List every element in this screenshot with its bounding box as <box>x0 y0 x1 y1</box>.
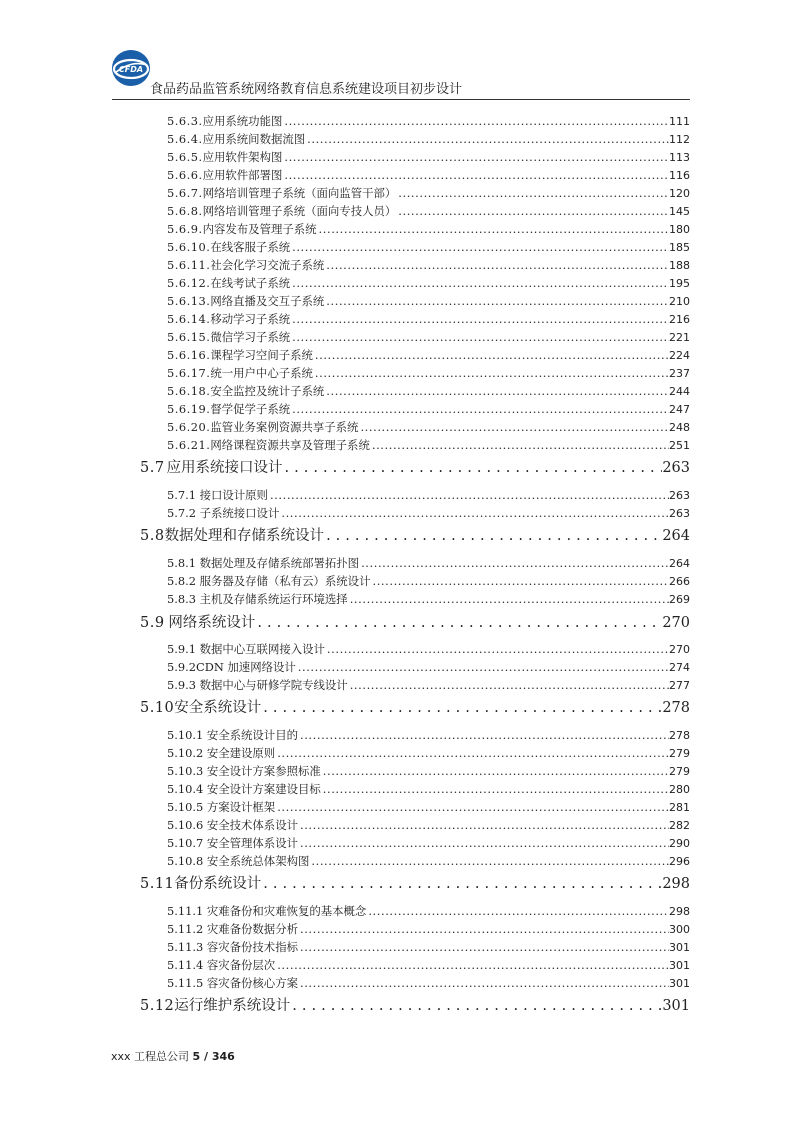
page-footer <box>111 1048 235 1064</box>
toc-entry-number: 5.6.19. <box>167 402 211 416</box>
toc-entry-number: 5.6.12. <box>167 276 211 290</box>
toc-entry-number: 5.6.18. <box>167 384 211 398</box>
toc-entry-title: 5.9.2CDN 加速网络设计 <box>167 660 296 674</box>
toc-entry-title: 5.8.1 数据处理及存储系统部署拓扑图 <box>167 556 360 570</box>
toc-entry-title: 社会化学习交流子系统 <box>210 258 325 272</box>
toc-entry-title: 5.11.1 灾难备份和灾难恢复的基本概念 <box>167 904 367 918</box>
toc-leader-dots <box>290 330 669 344</box>
toc-entry-title: 5.10.5 方案设计框架 <box>167 800 276 814</box>
toc-entry-page: 277 <box>669 679 690 692</box>
toc-entry-title: 督学促学子系统 <box>210 402 291 416</box>
toc-entry-number: 5.6.14. <box>167 312 211 326</box>
toc-entry-5-11-2[interactable] <box>167 921 690 939</box>
toc-entry-number: 5.6.13. <box>167 294 211 308</box>
toc-section-title: 备份系统设计 <box>174 876 262 892</box>
toc-entry-title: 网络直播及交互子系统 <box>210 294 325 308</box>
toc-entry-page: 278 <box>669 729 690 742</box>
toc-entry-title: 内容发布及管理子系统 <box>202 222 317 236</box>
toc-section-page: 301 <box>662 998 690 1014</box>
toc-entry-page: 301 <box>669 959 690 972</box>
toc-leader-dots <box>268 488 669 502</box>
toc-entry-page: 112 <box>669 133 690 146</box>
footer-page-current: 5 <box>192 1050 201 1063</box>
toc-entry-page: 195 <box>669 277 690 290</box>
toc-entry-5-6-20[interactable] <box>167 419 690 437</box>
toc-leader-dots <box>279 506 669 520</box>
toc-entry-page: 113 <box>669 151 690 164</box>
toc-leader-dots <box>290 276 669 290</box>
toc-entry-title: 网络课程资源共享及管理子系统 <box>210 438 370 452</box>
toc-section-5-10[interactable] <box>140 696 690 718</box>
toc-section-number: 5.11 <box>140 876 175 892</box>
toc-entry-page: 221 <box>669 331 690 344</box>
toc-entry-title: 应用软件部署图 <box>202 168 283 182</box>
toc-leader-dots <box>290 998 662 1014</box>
toc-section-number: 5.9 <box>140 615 165 631</box>
toc-entry-5-10-7[interactable] <box>167 835 690 853</box>
toc-section-number: 5.8 <box>140 528 165 544</box>
toc-entry-title: 应用系统间数据流图 <box>202 132 306 146</box>
toc-entry-5-11-4[interactable] <box>167 957 690 975</box>
toc-entry-5-6-6[interactable] <box>167 167 690 185</box>
toc-entry-page: 266 <box>669 575 690 588</box>
toc-entry-5-9-1[interactable] <box>167 641 690 659</box>
toc-entry-title: 安全监控及统计子系统 <box>210 384 325 398</box>
toc-entry-title: 5.7.2 子系统接口设计 <box>167 506 280 520</box>
toc-entry-title: 应用系统功能图 <box>202 114 283 128</box>
toc-leader-dots <box>298 836 669 850</box>
toc-leader-dots <box>358 420 669 434</box>
toc-leader-dots <box>261 700 662 716</box>
footer-company: xxx 工程总公司 <box>111 1050 190 1063</box>
toc-entry-page: 301 <box>669 977 690 990</box>
toc-entry-page: 279 <box>669 747 690 760</box>
toc-entry-title: 课程学习空间子系统 <box>210 348 313 362</box>
toc-entry-title: 5.10.6 安全技术体系设计 <box>167 818 298 832</box>
toc-section-page: 270 <box>662 615 690 631</box>
toc-section-page: 278 <box>662 700 690 716</box>
toc-leader-dots <box>313 366 669 380</box>
toc-entry-5-6-5[interactable] <box>167 149 690 167</box>
toc-entry-title: 5.10.2 安全建设原则 <box>167 746 276 760</box>
toc-entry-number: 5.6.6. <box>167 168 203 182</box>
toc-entry-page: 210 <box>669 295 690 308</box>
toc-entry-title: 5.11.4 容灾备份层次 <box>167 958 276 972</box>
toc-entry-5-6-16[interactable] <box>167 347 690 365</box>
toc-entry-number: 5.6.3. <box>167 114 203 128</box>
toc-entry-page: 145 <box>669 205 690 218</box>
toc-section-5-11[interactable] <box>140 872 690 894</box>
toc-entry-page: 279 <box>669 765 690 778</box>
toc-entry-page: 224 <box>669 349 690 362</box>
toc-entry-number: 5.6.11. <box>167 258 211 272</box>
toc-leader-dots <box>282 150 669 164</box>
toc-section-number: 5.12 <box>140 998 175 1014</box>
toc-leader-dots <box>283 460 663 476</box>
toc-entry-5-8-3[interactable] <box>167 591 690 609</box>
toc-entry-page: 290 <box>669 837 690 850</box>
toc-entry-5-11-5[interactable] <box>167 975 690 993</box>
logo-text: CFDA <box>118 65 144 74</box>
toc-leader-dots <box>348 678 669 692</box>
toc-section-number: 5.10 <box>140 700 175 716</box>
toc-entry-page: 301 <box>669 941 690 954</box>
toc-entry-title: 5.10.4 安全设计方案建设目标 <box>167 782 321 796</box>
toc-entry-number: 5.6.16. <box>167 348 211 362</box>
toc-leader-dots <box>298 818 669 832</box>
toc-section-5-9[interactable] <box>140 611 690 633</box>
toc-entry-page: 263 <box>669 507 690 520</box>
toc-leader-dots <box>317 222 669 236</box>
toc-section-title: 安全系统设计 <box>174 700 262 716</box>
toc-entry-title: 5.9.1 数据中心互联网接入设计 <box>167 642 325 656</box>
toc-leader-dots <box>321 782 669 796</box>
toc-leader-dots <box>298 922 669 936</box>
toc-entry-5-6-3[interactable] <box>167 113 690 131</box>
toc-entry-5-6-18[interactable] <box>167 383 690 401</box>
toc-entry-5-10-1[interactable] <box>167 727 690 745</box>
toc-leader-dots <box>348 592 669 606</box>
toc-entry-page: 244 <box>669 385 690 398</box>
toc-leader-dots <box>370 574 669 588</box>
toc-leader-dots <box>255 615 662 631</box>
toc-leader-dots <box>290 240 669 254</box>
toc-entry-5-10-8[interactable] <box>167 853 690 871</box>
toc-entry-5-7-2[interactable] <box>167 505 690 523</box>
toc-entry-title: 5.11.3 容灾备份技术指标 <box>167 940 298 954</box>
toc-entry-title: 5.10.7 安全管理体系设计 <box>167 836 298 850</box>
toc-leader-dots <box>282 114 669 128</box>
toc-entry-5-8-1[interactable] <box>167 555 690 573</box>
toc-entry-page: 111 <box>669 115 690 128</box>
toc-entry-page: 280 <box>669 783 690 796</box>
toc-section-number: 5.7 <box>140 460 165 476</box>
toc-entry-5-10-4[interactable] <box>167 781 690 799</box>
company-logo-icon <box>111 48 151 88</box>
toc-leader-dots <box>396 186 669 200</box>
toc-leader-dots <box>298 728 669 742</box>
toc-entry-page: 237 <box>669 367 690 380</box>
toc-entry-number: 5.6.7. <box>167 186 203 200</box>
toc-entry-title: 5.8.2 服务器及存储（私有云）系统设计 <box>167 574 371 588</box>
toc-section-title: 网络系统设计 <box>168 615 256 631</box>
toc-entry-page: 296 <box>669 855 690 868</box>
toc-entry-title: 网络培训管理子系统（面向专技人员） <box>202 204 397 218</box>
toc-entry-page: 298 <box>669 905 690 918</box>
toc-entry-title: 网络培训管理子系统（面向监管干部） <box>202 186 397 200</box>
toc-leader-dots <box>313 348 669 362</box>
toc-entry-5-10-6[interactable] <box>167 817 690 835</box>
toc-entry-number: 5.6.17. <box>167 366 211 380</box>
toc-leader-dots <box>275 800 669 814</box>
toc-entry-number: 5.6.21. <box>167 438 211 452</box>
toc-entry-number: 5.6.9. <box>167 222 203 236</box>
toc-leader-dots <box>324 294 669 308</box>
toc-leader-dots <box>290 312 669 326</box>
toc-leader-dots <box>298 940 669 954</box>
toc-entry-5-6-17[interactable] <box>167 365 690 383</box>
toc-entry-page: 247 <box>669 403 690 416</box>
toc-section-5-8[interactable] <box>140 524 690 546</box>
toc-entry-5-6-19[interactable] <box>167 401 690 419</box>
toc-entry-5-7-1[interactable] <box>167 487 690 505</box>
toc-entry-5-10-5[interactable] <box>167 799 690 817</box>
toc-entry-5-6-7[interactable] <box>167 185 690 203</box>
toc-entry-title: 监管业务案例资源共享子系统 <box>210 420 359 434</box>
toc-leader-dots <box>324 384 669 398</box>
toc-entry-page: 120 <box>669 187 690 200</box>
toc-entry-5-10-3[interactable] <box>167 763 690 781</box>
toc-entry-5-6-11[interactable] <box>167 257 690 275</box>
toc-entry-5-6-15[interactable] <box>167 329 690 347</box>
toc-entry-page: 116 <box>669 169 690 182</box>
toc-section-title: 运行维护系统设计 <box>174 998 291 1014</box>
toc-entry-title: 在线客服子系统 <box>210 240 291 254</box>
toc-entry-5-6-4[interactable] <box>167 131 690 149</box>
toc-entry-number: 5.6.8. <box>167 204 203 218</box>
toc-leader-dots <box>296 660 669 674</box>
toc-entry-page: 180 <box>669 223 690 236</box>
toc-entry-title: 5.8.3 主机及存储系统运行环境选择 <box>167 592 348 606</box>
toc-entry-5-6-21[interactable] <box>167 437 690 455</box>
toc-leader-dots <box>261 876 662 892</box>
toc-leader-dots <box>366 904 669 918</box>
toc-entry-number: 5.6.5. <box>167 150 203 164</box>
toc-entry-title: 5.10.8 安全系统总体架构图 <box>167 854 310 868</box>
toc-leader-dots <box>275 746 669 760</box>
toc-leader-dots <box>298 976 669 990</box>
toc-entry-title: 5.10.3 安全设计方案参照标准 <box>167 764 321 778</box>
toc-leader-dots <box>275 958 669 972</box>
toc-entry-page: 270 <box>669 643 690 656</box>
toc-leader-dots <box>324 528 662 544</box>
toc-entry-5-6-12[interactable] <box>167 275 690 293</box>
toc-entry-page: 274 <box>669 661 690 674</box>
toc-section-title: 数据处理和存储系统设计 <box>164 528 325 544</box>
toc-leader-dots <box>321 764 669 778</box>
toc-leader-dots <box>325 642 669 656</box>
toc-entry-title: 微信学习子系统 <box>210 330 291 344</box>
toc-entry-5-9-2[interactable] <box>167 659 690 677</box>
toc-leader-dots <box>309 854 669 868</box>
toc-section-page: 264 <box>662 528 690 544</box>
toc-entry-page: 185 <box>669 241 690 254</box>
toc-entry-5-6-14[interactable] <box>167 311 690 329</box>
toc-entry-page: 282 <box>669 819 690 832</box>
toc-entry-title: 统一用户中心子系统 <box>210 366 313 380</box>
toc-entry-title: 5.11.5 容灾备份核心方案 <box>167 976 298 990</box>
toc-section-page: 263 <box>662 460 690 476</box>
header-divider <box>112 99 690 100</box>
toc-entry-title: 移动学习子系统 <box>210 312 291 326</box>
toc-leader-dots <box>370 438 669 452</box>
toc-leader-dots <box>324 258 669 272</box>
toc-section-5-7[interactable] <box>140 456 690 478</box>
toc-entry-5-6-8[interactable] <box>167 203 690 221</box>
footer-page-separator: / <box>200 1050 212 1063</box>
toc-entry-5-8-2[interactable] <box>167 573 690 591</box>
toc-entry-title: 5.9.3 数据中心与研修学院专线设计 <box>167 678 348 692</box>
toc-entry-page: 281 <box>669 801 690 814</box>
toc-entry-page: 248 <box>669 421 690 434</box>
toc-entry-page: 300 <box>669 923 690 936</box>
document-header-title: 食品药品监管系统网络教育信息系统建设项目初步设计 <box>150 82 463 97</box>
toc-entry-title: 5.10.1 安全系统设计目的 <box>167 728 298 742</box>
toc-entry-5-11-3[interactable] <box>167 939 690 957</box>
toc-entry-page: 216 <box>669 313 690 326</box>
toc-entry-5-9-3[interactable] <box>167 677 690 695</box>
footer-page-total: 346 <box>211 1050 235 1063</box>
toc-section-page: 298 <box>662 876 690 892</box>
toc-entry-title: 5.7.1 接口设计原则 <box>167 488 268 502</box>
toc-entry-page: 188 <box>669 259 690 272</box>
toc-leader-dots <box>396 204 669 218</box>
toc-leader-dots <box>282 168 669 182</box>
toc-section-title: 应用系统接口设计 <box>166 460 283 476</box>
toc-entry-title: 在线考试子系统 <box>210 276 291 290</box>
toc-entry-page: 251 <box>669 439 690 452</box>
toc-entry-page: 264 <box>669 557 690 570</box>
toc-leader-dots <box>359 556 669 570</box>
toc-entry-title: 应用软件架构图 <box>202 150 283 164</box>
toc-leader-dots <box>305 132 669 146</box>
toc-entry-5-10-2[interactable] <box>167 745 690 763</box>
toc-entry-5-6-9[interactable] <box>167 221 690 239</box>
toc-entry-5-6-13[interactable] <box>167 293 690 311</box>
toc-entry-page: 263 <box>669 489 690 502</box>
toc-entry-number: 5.6.15. <box>167 330 211 344</box>
toc-entry-5-11-1[interactable] <box>167 903 690 921</box>
toc-entry-5-6-10[interactable] <box>167 239 690 257</box>
toc-leader-dots <box>290 402 669 416</box>
toc-entry-page: 269 <box>669 593 690 606</box>
toc-entry-number: 5.6.20. <box>167 420 211 434</box>
toc-entry-number: 5.6.4. <box>167 132 203 146</box>
toc-section-5-12[interactable] <box>140 994 690 1016</box>
toc-entry-title: 5.11.2 灾难备份数据分析 <box>167 922 298 936</box>
toc-entry-number: 5.6.10. <box>167 240 211 254</box>
